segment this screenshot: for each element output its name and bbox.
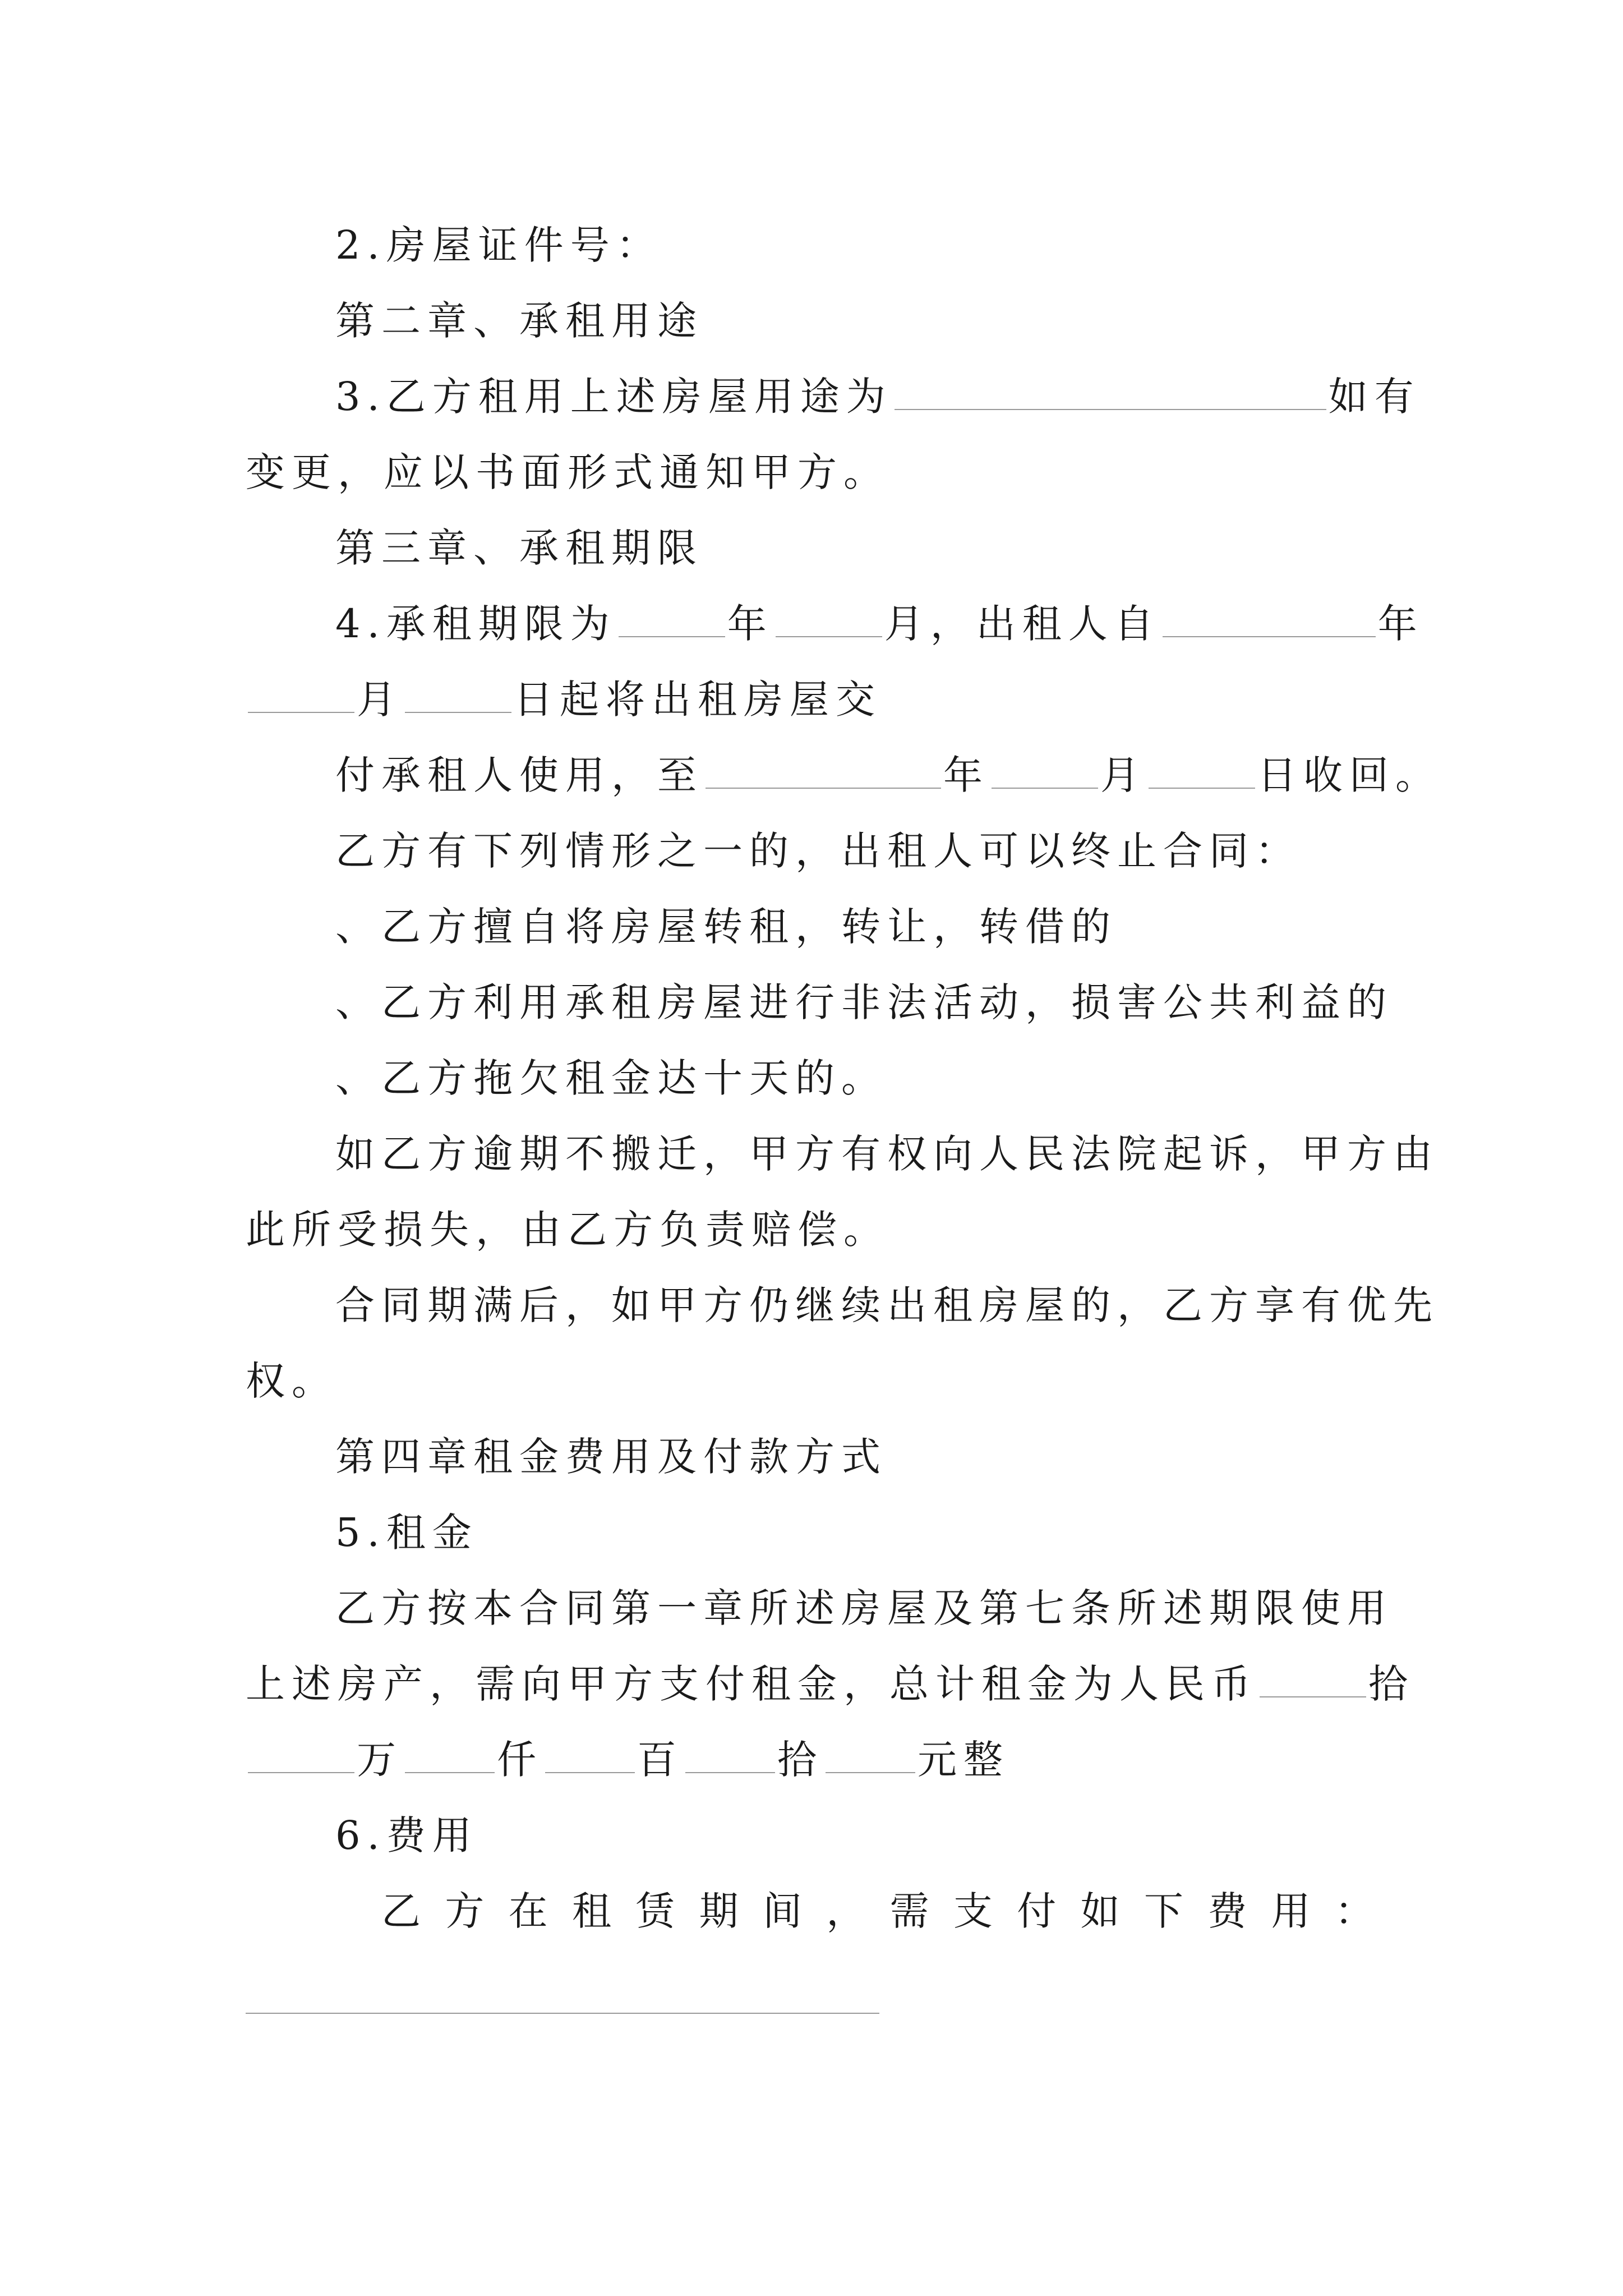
rent-paragraph-line-2: 上述房产，需向甲方支付租金，总计租金为人民币 拾	[246, 1661, 1414, 1707]
house-certificate-number-line: 2.房屋证件号：	[335, 222, 662, 268]
clause-4-line-1: 4.承租期限为 年 月，出租人自 年	[335, 601, 1424, 647]
blank-rent-hundred-thousand	[1260, 1665, 1366, 1697]
overdue-paragraph-line-1: 如乙方逾期不搬迁，甲方有权向人民法院起诉，甲方由	[335, 1131, 1439, 1177]
clause-6-heading: 6.费用	[335, 1812, 478, 1858]
blank-rent-hundred	[545, 1741, 635, 1773]
termination-item-3: 、乙方拖欠租金达十天的。	[335, 1055, 887, 1101]
priority-paragraph-line-1: 合同期满后，如甲方仍继续出租房屋的，乙方享有优先	[335, 1282, 1439, 1328]
blank-end-day	[1149, 756, 1255, 789]
clause-4-line-3: 付承租人使用，至 年 月 日收回。	[335, 752, 1441, 798]
blank-rent-ten-thousand	[248, 1741, 354, 1773]
blank-end-month	[992, 756, 1098, 789]
blank-end-year	[706, 756, 941, 789]
clause-3-line-1: 3.乙方租用上述房屋用途为 如有	[335, 374, 1421, 420]
blank-usage	[895, 378, 1326, 410]
blank-years	[619, 605, 725, 637]
blank-rent-yuan	[826, 1741, 915, 1773]
termination-intro: 乙方有下列情形之一的，出租人可以终止合同：	[335, 828, 1301, 874]
rent-paragraph-line-3: 万 仟 百 拾 元整	[246, 1740, 1623, 1779]
clause-5-heading: 5.租金	[335, 1510, 478, 1556]
chapter-3-heading: 第三章、承租期限	[335, 525, 703, 571]
blank-rent-ten	[685, 1741, 775, 1773]
chapter-4-heading: 第四章租金费用及付款方式	[335, 1434, 887, 1480]
blank-start-year	[1163, 605, 1376, 637]
blank-start-day	[405, 680, 511, 713]
blank-start-month	[248, 680, 354, 713]
rent-paragraph-line-1: 乙方按本合同第一章所述房屋及第七条所述期限使用	[335, 1585, 1393, 1631]
termination-item-1: 、乙方擅自将房屋转租，转让，转借的	[335, 904, 1117, 950]
priority-paragraph-line-2: 权。	[246, 1358, 338, 1404]
chapter-2-heading: 第二章、承租用途	[335, 298, 703, 344]
blank-rent-thousand	[405, 1741, 495, 1773]
clause-4-line-2: 月 日起将出租房屋交	[246, 680, 1623, 719]
blank-fees	[246, 2013, 879, 2014]
blank-months	[776, 605, 882, 637]
fees-paragraph-line-1: 乙 方 在 租 赁 期 间 ， 需 支 付 如 下 费 用 ：	[381, 1888, 1374, 1934]
overdue-paragraph-line-2: 此所受损失，由乙方负责赔偿。	[246, 1207, 889, 1253]
clause-3-line-2: 变更，应以书面形式通知甲方。	[246, 449, 889, 495]
termination-item-2: 、乙方利用承租房屋进行非法活动，损害公共利益的	[335, 979, 1393, 1025]
